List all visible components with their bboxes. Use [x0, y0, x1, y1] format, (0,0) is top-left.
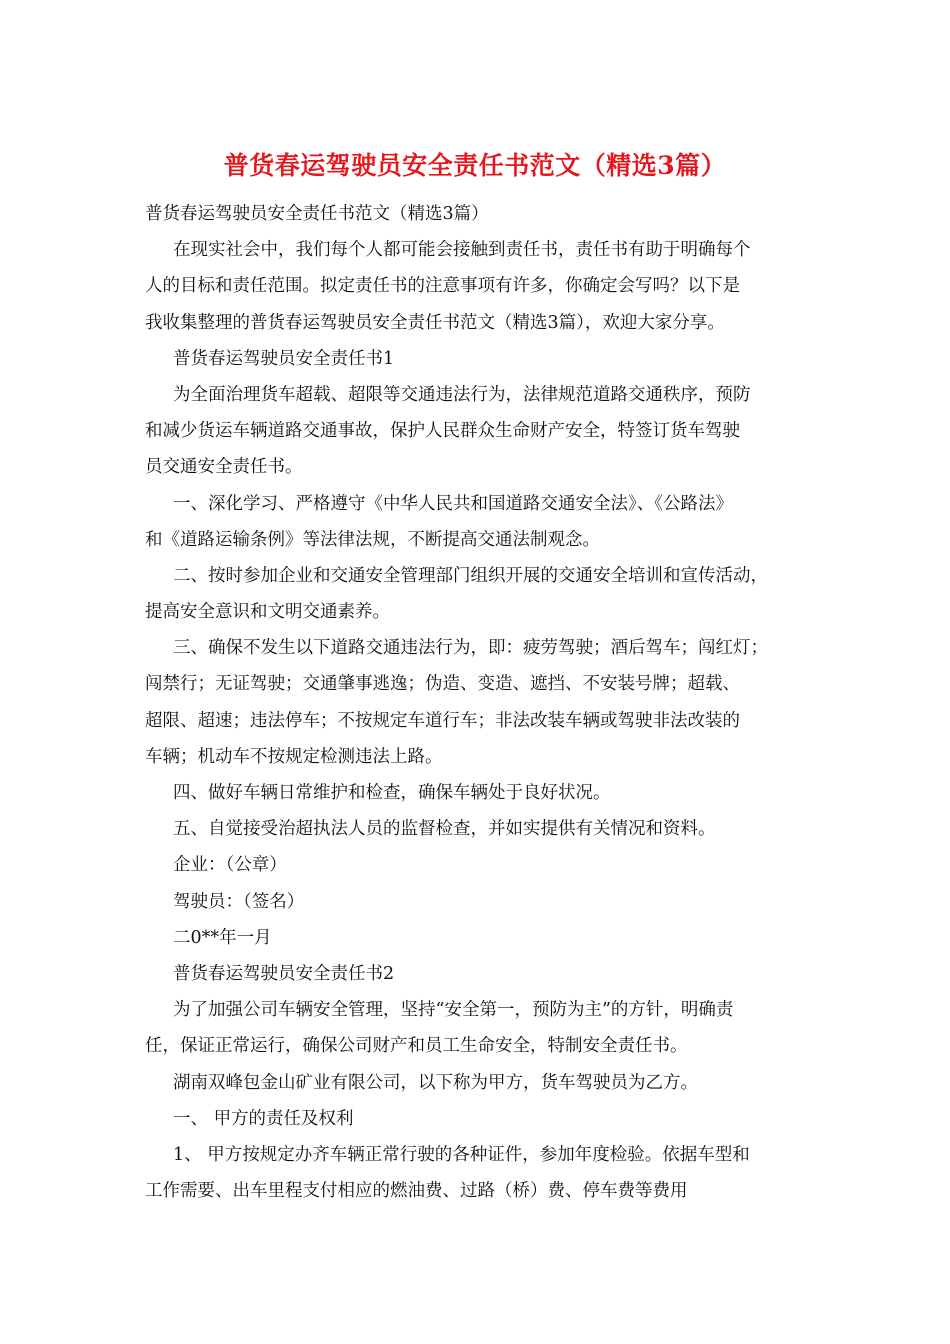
text-line: 为了加强公司车辆安全管理，坚持“安全第一，预防为主”的方针，明确责 [173, 1000, 734, 1021]
text-line: 为全面治理货车超载、超限等交通违法行为，法律规范道路交通秩序，预防 [173, 384, 751, 405]
text-line: 工作需要、出车里程支付相应的燃油费、过路（桥）费、停车费等费用 [145, 1181, 688, 1202]
text-line: 车辆；机动车不按规定检测违法上路。 [145, 746, 443, 767]
text-line: 我收集整理的普货春运驾驶员安全责任书范文（精选3篇），欢迎大家分享。 [145, 312, 725, 333]
text-line: 二、按时参加企业和交通安全管理部门组织开展的交通安全培训和宣传活动， [173, 565, 768, 586]
text-line: 企业：（公章） [173, 855, 287, 876]
text-line: 1、 甲方按规定办齐车辆正常行驶的各种证件，参加年度检验。依据车型和 [173, 1144, 750, 1165]
text-line: 湖南双峰包金山矿业有限公司，以下称为甲方，货车驾驶员为乙方。 [173, 1072, 698, 1093]
text-line: 普货春运驾驶员安全责任书1 [173, 348, 395, 369]
text-line: 三、确保不发生以下道路交通违法行为，即：疲劳驾驶；酒后驾车；闯红灯； [173, 638, 768, 659]
text-line: 和减少货运车辆道路交通事故，保护人民群众生命财产安全，特签订货车驾驶 [145, 421, 740, 442]
text-line: 二0**年一月 [173, 927, 272, 948]
text-line: 员交通安全责任书。 [145, 457, 303, 478]
text-line: 驾驶员：（签名） [173, 891, 305, 912]
document-body [145, 196, 820, 1209]
text-line: 提高安全意识和文明交通素养。 [145, 602, 390, 623]
text-line: 普货春运驾驶员安全责任书范文（精选3篇） [145, 204, 489, 224]
text-line: 四、做好车辆日常维护和检查，确保车辆处于良好状况。 [173, 783, 611, 803]
text-line: 一、深化学习、严格遵守《中华人民共和国道路交通安全法》、《公路法》 [173, 493, 733, 514]
text-line: 五、自觉接受治超执法人员的监督检查，并如实提供有关情况和资料。 [173, 819, 716, 840]
text-line: 人的目标和责任范围。拟定责任书的注意事项有许多，你确定会写吗？以下是 [145, 276, 740, 297]
text-line: 超限、超速；违法停车；不按规定车道行车；非法改装车辆或驾驶非法改装的 [145, 710, 740, 731]
text-line: 任，保证正常运行，确保公司财产和员工生命安全，特制安全责任书。 [145, 1036, 688, 1057]
text-line: 一、 甲方的责任及权利 [173, 1108, 354, 1129]
text-line: 普货春运驾驶员安全责任书2 [173, 963, 395, 984]
text-line: 闯禁行；无证驾驶；交通肇事逃逸；伪造、变造、遮挡、不安装号牌；超载、 [145, 674, 740, 695]
text-line: 在现实社会中，我们每个人都可能会接触到责任书，责任书有助于明确每个 [173, 240, 751, 261]
document-title: 普货春运驾驶员安全责任书范文（精选3篇） [223, 151, 727, 180]
text-line: 和《道路运输条例》等法律法规，不断提高交通法制观念。 [145, 529, 600, 550]
